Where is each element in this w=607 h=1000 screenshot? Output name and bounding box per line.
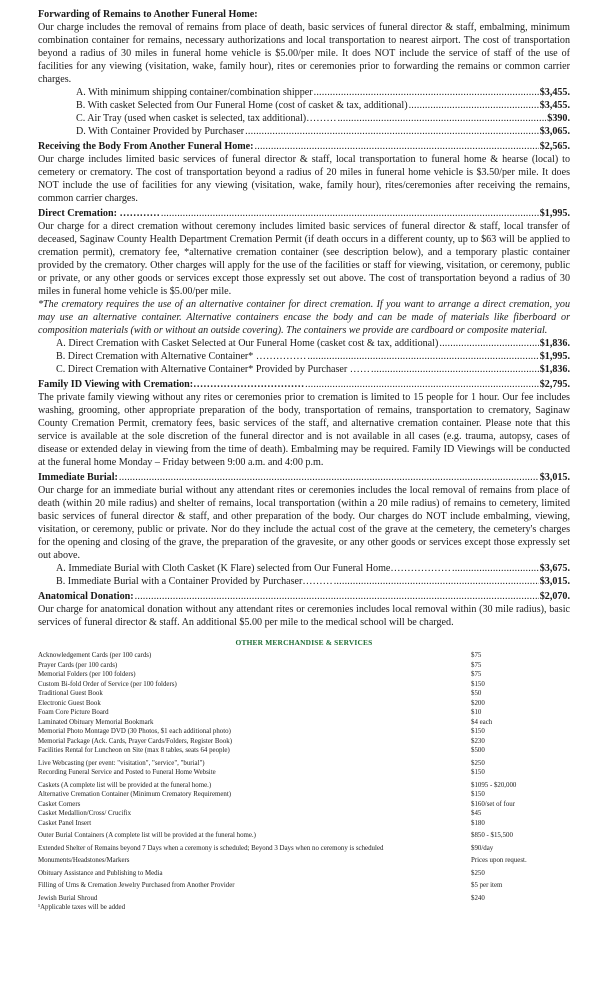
merchandise-price: $150	[471, 769, 485, 776]
merchandise-row	[38, 651, 570, 661]
dot-leader	[135, 590, 539, 603]
section-anatomical-donation	[38, 590, 570, 629]
option-price: $1,836.	[539, 338, 570, 349]
merchandise-row	[38, 759, 570, 769]
merchandise-price: $850 - $15,500	[471, 832, 513, 839]
option-label: A. Direct Cremation with Casket Selected at Our Funeral Home (casket cost & tax, additional)	[56, 338, 439, 349]
option-row	[38, 575, 570, 588]
section-body: Our charge for an immediate burial without any attendant rites or ceremonies includes the local removal of remains from place of death (within 20 mile radius) and shelter of remains, local transportation (within a 20 mile radius) of remains to cemetery, limited basic services of funeral director & staff, and other preparation of the body. Our charges do NOT include embalming, viewing, visitation, or ceremony, public or private. Nor do they include the actual cost of the grave at the cemetery, the cemetery's charges for the opening and closing of the grave, the preparation of the gravesite, or any other goods or services except those expressly set out above.	[38, 485, 570, 561]
merchandise-item: Monuments/Headstones/Markers	[38, 857, 130, 864]
option-list	[38, 562, 570, 588]
merchandise-price: $150	[471, 680, 485, 688]
section-title: Anatomical Donation:	[38, 591, 134, 602]
option-label: B. Direct Cremation with Alternative Container* ……………	[56, 351, 307, 362]
section-price: $2,070.	[539, 591, 570, 602]
option-label: B. Immediate Burial with a Container Provided by Purchaser………	[56, 576, 333, 587]
option-price: $1,995.	[539, 351, 570, 362]
merchandise-price: $90/day	[471, 844, 494, 852]
dot-leader	[161, 207, 539, 220]
price-list-page	[38, 6, 570, 913]
section-title: Forwarding of Remains to Another Funeral Home:	[38, 9, 258, 20]
merchandise-row	[38, 809, 570, 819]
merchandise-row	[38, 727, 570, 737]
merchandise-row	[38, 708, 570, 718]
merchandise-item: Foam Core Picture Board	[38, 709, 109, 716]
dot-leader	[371, 363, 539, 376]
merchandise-item: Casket Corners	[38, 800, 81, 808]
merchandise-table	[38, 651, 570, 903]
dot-leader	[307, 350, 538, 363]
option-price: $3,455.	[539, 100, 570, 111]
merchandise-item: Traditional Guest Book	[38, 690, 103, 697]
section-immediate-burial	[38, 471, 570, 588]
merchandise-item: Casket Panel Insert	[38, 819, 92, 827]
merchandise-row	[38, 856, 570, 866]
merchandise-row	[38, 689, 570, 699]
merchandise-price: $250	[471, 759, 485, 767]
merchandise-item: Casket Medallion/Cross/ Crucifix	[38, 810, 132, 817]
dot-leader	[452, 562, 539, 575]
section-price: $3,015.	[539, 472, 570, 483]
option-list	[38, 337, 570, 376]
merchandise-item: Jewish Burial Shroud	[38, 894, 98, 902]
section-family-viewing	[38, 378, 570, 469]
merchandise-row	[38, 894, 570, 904]
option-row	[38, 125, 570, 138]
dot-leader	[245, 125, 539, 138]
merchandise-item: Acknowledgement Cards (per 100 cards)	[38, 652, 152, 659]
merchandise-item: Caskets (A complete list will be provided at the funeral home.)	[38, 781, 212, 789]
option-row	[38, 99, 570, 112]
merchandise-price: $250	[471, 869, 485, 877]
section-heading	[38, 471, 570, 484]
merchandise-row	[38, 819, 570, 829]
merchandise-row	[38, 670, 570, 680]
option-label: A. Immediate Burial with Cloth Casket (K Flare) selected from Our Funeral Home………………	[56, 563, 451, 574]
option-row	[38, 337, 570, 350]
option-price: $390.	[547, 113, 570, 124]
merchandise-price: $75	[471, 671, 482, 678]
merchandise-row	[38, 790, 570, 800]
container-note: *The crematory requires the use of an alternative container for direct cremation. If you want to arrange a direct cremation, you may use an alternative container. Alternative containers encase the body and can be made of materials like fiberboard or composition materials (with or without an outside covering). The containers we provide are cardboard or composite material.	[38, 299, 570, 336]
merchandise-price: $5 per item	[471, 882, 503, 889]
merchandise-item: Outer Burial Containers (A complete list will be provided at the funeral home.)	[38, 832, 256, 839]
merchandise-row	[38, 768, 570, 778]
dot-leader	[119, 471, 539, 484]
section-body: Our charge for a direct cremation without ceremony includes limited basic services of funeral director & staff, local transfer of deceased, Saginaw County Health Department Cremation Permit (if death occurs in a different county, up to $63 will be applied to cremation permit), crematory fee, *alternative cremation container (see description below), and a temporary plastic container provided by the crematory. Other charges will apply for the use of the facilities or staff for viewing, visitation, or ceremony, public or private, or any other goods or services except those expressly set out above. The cost of transportation beyond a radius of 30 miles in funeral home vehicle is $5.00/per mile.	[38, 221, 570, 297]
section-body: The private family viewing without any rites or ceremonies prior to cremation is limited to 15 people for 1 hour. Our fee includes washing, grooming, other appropriate preparation of the body, transportation of remains, transportation to crematory, Saginaw County Cremation Permit, crematory fees, basic services of the staff, and alternative cremation container. Please note that this service is available at the sole discretion of the funeral director and is not available in all cases (e.g. trauma, autopsy, cases of disease or extended delay in viewing from the time of death). Embalming may be required. Family ID Viewings will be conducted at the funeral home Monday – Friday between 9:00 a.m. and 4:00 p.m.	[38, 392, 570, 468]
merchandise-price: $75	[471, 652, 482, 659]
dot-leader	[439, 337, 538, 350]
merchandise-heading: OTHER MERCHANDISE & SERVICES	[235, 638, 373, 647]
merchandise-price: Prices upon request.	[471, 857, 527, 864]
dot-leader	[305, 378, 539, 391]
merchandise-price: $180	[471, 819, 485, 827]
merchandise-price: $150	[471, 728, 485, 735]
merchandise-price: $1095 - $20,000	[471, 781, 517, 789]
section-heading	[38, 378, 570, 391]
dot-leader	[255, 140, 539, 153]
merchandise-price: $160/set of four	[471, 800, 516, 808]
merchandise-item: Memorial Photo Montage DVD (30 Photos, $1 each additional photo)	[38, 728, 231, 735]
merchandise-item: Extended Shelter of Remains beyond 7 Days when a ceremony is scheduled; Beyond 3 Days when no ceremony is scheduled	[38, 844, 384, 852]
merchandise-row	[38, 781, 570, 791]
option-price: $3,065.	[539, 126, 570, 137]
option-label: A. With minimum shipping container/combination shipper	[76, 87, 313, 98]
merchandise-item: Alternative Cremation Container (Minimum Crematory Requirement)	[38, 791, 232, 798]
merchandise-item: Filling of Urns & Cremation Jewelry Purchased from Another Provider	[38, 882, 235, 889]
merchandise-row	[38, 746, 570, 756]
merchandise-row	[38, 844, 570, 854]
merchandise-item: Memorial Folders (per 100 folders)	[38, 671, 136, 678]
option-row	[38, 86, 570, 99]
section-title: Direct Cremation: …………	[38, 208, 160, 219]
section-heading	[38, 590, 570, 603]
option-row	[38, 363, 570, 376]
section-body: Our charge for anatomical donation without any attendant rites or ceremonies includes local removal within (30 mile radius), basic services of funeral director & staff. An additional $5.00 per mile to the medical school will be charged.	[38, 604, 570, 628]
option-label: C. Direct Cremation with Alternative Container* Provided by Purchaser ……	[56, 364, 370, 375]
section-direct-cremation	[38, 207, 570, 376]
section-forwarding	[38, 8, 570, 138]
option-row	[38, 350, 570, 363]
merchandise-price: $4 each	[471, 718, 493, 726]
section-price: $2,565.	[539, 141, 570, 152]
merchandise-item: Custom Bi-fold Order of Service (per 100 folders)	[38, 680, 177, 688]
merchandise-price: $50	[471, 690, 482, 697]
option-label: C. Air Tray (used when casket is selected, tax additional)………	[76, 113, 337, 124]
section-heading	[38, 8, 570, 21]
merchandise-item: Laminated Obituary Memorial Bookmark	[38, 718, 154, 726]
merchandise-price: $230	[471, 737, 485, 745]
merchandise-row	[38, 881, 570, 891]
section-heading	[38, 207, 570, 220]
merchandise-row	[38, 869, 570, 879]
section-title: Immediate Burial:	[38, 472, 118, 483]
section-body: Our charge includes the removal of remains from place of death, basic services of funeral director & staff, embalming, minimum combination container for remains, necessary authorizations and local transportation to nearest airport. The cost of transportation beyond a radius of 30 miles in funeral home vehicle is $5.00/per mile. It does NOT include the service of staff of the use of facilities for any viewing (visitation, wake, family hour), rites or ceremonies prior to forwarding the remains or common carrier charges.	[38, 22, 570, 85]
tax-footnote: ¹Applicable taxes will be added	[38, 904, 126, 911]
merchandise-row	[38, 831, 570, 841]
option-row	[38, 562, 570, 575]
dot-leader	[314, 86, 539, 99]
merchandise-row	[38, 661, 570, 671]
merchandise-item: Prayer Cards (per 100 cards)	[38, 661, 118, 669]
option-label: B. With casket Selected from Our Funeral Home (cost of casket & tax, additional)	[76, 100, 408, 111]
option-price: $1,836.	[539, 364, 570, 375]
merchandise-item: Obituary Assistance and Publishing to Media	[38, 869, 163, 877]
merchandise-item: Electronic Guest Book	[38, 699, 101, 707]
section-title: Family ID Viewing with Cremation:……………………………	[38, 379, 305, 390]
merchandise-price: $500	[471, 747, 485, 754]
option-price: $3,675.	[539, 563, 570, 574]
merchandise-item: Memorial Package (Ack. Cards, Prayer Cards/Folders, Register Book)	[38, 737, 233, 745]
merchandise-item: Live Webcasting (per event: "visitation", "service", "burial")	[38, 759, 205, 767]
option-list	[38, 86, 570, 138]
merchandise-row	[38, 680, 570, 690]
merchandise-price: $150	[471, 791, 485, 798]
merchandise-price: $240	[471, 894, 485, 902]
merchandise-item: Recording Funeral Service and Posted to Funeral Home Website	[38, 769, 216, 776]
section-body: Our charge includes limited basic services of funeral director & staff, local transportation to funeral home & hearse (local) to cemetery or crematory. The cost of transportation beyond a radius of 20 miles in funeral home vehicle is $3.50/per mile. It does NOT include the use of facilities for any viewing (visitation, wake, family hour), rites/ceremonies after receiving the remains, common carrier charges.	[38, 154, 570, 204]
dot-leader	[334, 575, 539, 588]
merchandise-price: $45	[471, 810, 482, 817]
section-title: Receiving the Body From Another Funeral Home:	[38, 141, 254, 152]
option-label: D. With Container Provided by Purchaser	[76, 126, 245, 137]
option-price: $3,455.	[539, 87, 570, 98]
section-receiving	[38, 140, 570, 205]
merchandise-item: Facilities Rental for Luncheon on Site (max 8 tables, seats 64 people)	[38, 747, 230, 754]
option-row	[38, 112, 570, 125]
section-price: $2,795.	[539, 379, 570, 390]
merchandise-row	[38, 699, 570, 709]
merchandise-price: $75	[471, 661, 482, 669]
dot-leader	[337, 112, 546, 125]
merchandise-row	[38, 800, 570, 810]
section-heading	[38, 140, 570, 153]
section-price: $1,995.	[539, 208, 570, 219]
dot-leader	[409, 99, 539, 112]
merchandise-price: $10	[471, 709, 482, 716]
merchandise-row	[38, 737, 570, 747]
merchandise-row	[38, 718, 570, 728]
option-price: $3,015.	[539, 576, 570, 587]
merchandise-price: $200	[471, 699, 485, 707]
